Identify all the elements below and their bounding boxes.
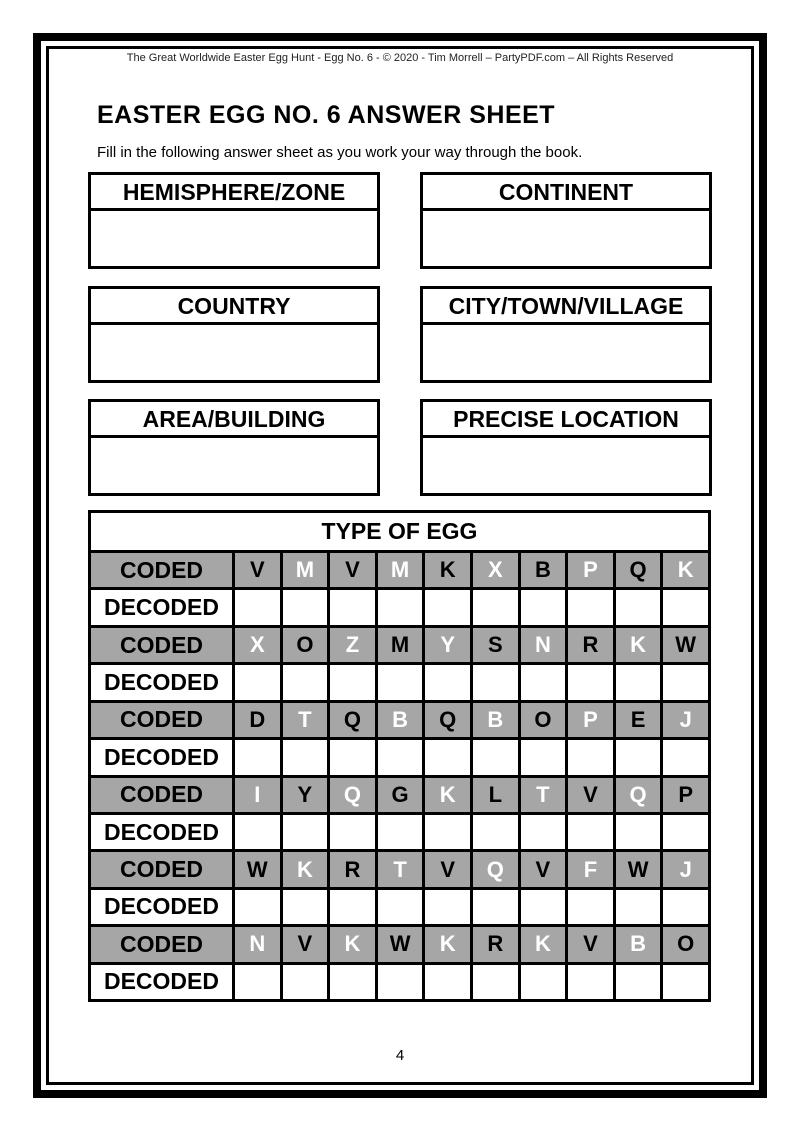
- decoded-answer-cell[interactable]: [663, 740, 708, 774]
- decoded-row-label: DECODED: [91, 740, 232, 774]
- coded-letter-cell: W: [378, 927, 423, 961]
- decoded-answer-cell[interactable]: [473, 740, 518, 774]
- coded-letter-cell: P: [568, 553, 613, 587]
- coded-letter-cell: Y: [425, 628, 470, 662]
- decoded-answer-cell[interactable]: [568, 665, 613, 699]
- continent-answer-area[interactable]: [423, 211, 709, 266]
- coded-letter-cell: F: [568, 852, 613, 886]
- decoded-answer-cell[interactable]: [568, 815, 613, 849]
- coded-letter-cell: P: [568, 703, 613, 737]
- coded-letter-cell: M: [283, 553, 328, 587]
- coded-letter-cell: T: [378, 852, 423, 886]
- decoded-answer-cell[interactable]: [521, 590, 566, 624]
- coded-letter-cell: B: [378, 703, 423, 737]
- decoded-answer-cell[interactable]: [568, 965, 613, 999]
- city-town-village-answer-area[interactable]: [423, 325, 709, 380]
- coded-row-label: CODED: [91, 553, 232, 587]
- decoded-answer-cell[interactable]: [616, 590, 661, 624]
- decoded-answer-cell[interactable]: [235, 965, 280, 999]
- decoded-answer-cell[interactable]: [283, 665, 328, 699]
- decoded-answer-cell[interactable]: [521, 890, 566, 924]
- box-label: AREA/BUILDING: [91, 402, 377, 438]
- decoded-answer-cell[interactable]: [616, 890, 661, 924]
- country-box: [88, 286, 380, 383]
- decoded-row-label: DECODED: [91, 590, 232, 624]
- decoded-answer-cell[interactable]: [330, 590, 375, 624]
- decoded-answer-cell[interactable]: [521, 815, 566, 849]
- decoded-answer-cell[interactable]: [283, 890, 328, 924]
- coded-letter-cell: T: [521, 778, 566, 812]
- decoded-answer-cell[interactable]: [378, 665, 423, 699]
- decoded-row-label: DECODED: [91, 665, 232, 699]
- coded-letter-cell: Y: [283, 778, 328, 812]
- precise-location-box: [420, 399, 712, 496]
- decoded-answer-cell[interactable]: [283, 740, 328, 774]
- coded-letter-cell: N: [235, 927, 280, 961]
- coded-letter-cell: O: [521, 703, 566, 737]
- coded-letter-cell: T: [283, 703, 328, 737]
- coded-letter-cell: M: [378, 628, 423, 662]
- decoded-answer-cell[interactable]: [330, 965, 375, 999]
- copyright-header: The Great Worldwide Easter Egg Hunt - Egg No. 6 - © 2020 - Tim Morrell – PartyPDF.com – All Rights Reserved: [126, 52, 674, 64]
- decoded-answer-cell[interactable]: [378, 965, 423, 999]
- decoded-answer-cell[interactable]: [521, 740, 566, 774]
- decoded-answer-cell[interactable]: [425, 815, 470, 849]
- decoded-answer-cell[interactable]: [425, 890, 470, 924]
- instruction-text: Fill in the following answer sheet as you work your way through the book.: [97, 144, 583, 161]
- coded-row-label: CODED: [91, 852, 232, 886]
- coded-letter-cell: V: [330, 553, 375, 587]
- decoded-answer-cell[interactable]: [663, 590, 708, 624]
- decoded-answer-cell[interactable]: [425, 740, 470, 774]
- decoded-answer-cell[interactable]: [378, 890, 423, 924]
- coded-row-label: CODED: [91, 778, 232, 812]
- decoded-answer-cell[interactable]: [568, 890, 613, 924]
- coded-letter-cell: E: [616, 703, 661, 737]
- decoded-answer-cell[interactable]: [235, 815, 280, 849]
- coded-letter-cell: B: [616, 927, 661, 961]
- type-of-egg-table: [88, 510, 711, 1002]
- coded-letter-cell: D: [235, 703, 280, 737]
- coded-letter-cell: R: [473, 927, 518, 961]
- coded-letter-cell: J: [663, 703, 708, 737]
- city-town-village-box: [420, 286, 712, 383]
- decoded-answer-cell[interactable]: [425, 665, 470, 699]
- page-number: 4: [395, 1047, 405, 1064]
- decoded-answer-cell[interactable]: [663, 890, 708, 924]
- decoded-answer-cell[interactable]: [378, 815, 423, 849]
- coded-letter-cell: Q: [616, 778, 661, 812]
- box-label: PRECISE LOCATION: [423, 402, 709, 438]
- coded-letter-cell: B: [521, 553, 566, 587]
- decoded-answer-cell[interactable]: [473, 890, 518, 924]
- coded-letter-cell: X: [235, 628, 280, 662]
- coded-letter-cell: K: [425, 553, 470, 587]
- decoded-row-label: DECODED: [91, 965, 232, 999]
- coded-letter-cell: Q: [616, 553, 661, 587]
- coded-letter-cell: Z: [330, 628, 375, 662]
- coded-letter-cell: V: [425, 852, 470, 886]
- decoded-answer-cell[interactable]: [473, 965, 518, 999]
- coded-letter-cell: Q: [473, 852, 518, 886]
- decoded-answer-cell[interactable]: [473, 665, 518, 699]
- coded-letter-cell: S: [473, 628, 518, 662]
- coded-letter-cell: V: [235, 553, 280, 587]
- decoded-answer-cell[interactable]: [283, 815, 328, 849]
- decoded-answer-cell[interactable]: [378, 740, 423, 774]
- area-building-answer-area[interactable]: [91, 438, 377, 493]
- coded-letter-cell: K: [425, 927, 470, 961]
- decoded-answer-cell[interactable]: [521, 965, 566, 999]
- decoded-answer-cell[interactable]: [663, 965, 708, 999]
- decoded-answer-cell[interactable]: [568, 740, 613, 774]
- coded-letter-cell: Q: [425, 703, 470, 737]
- decoded-answer-cell[interactable]: [235, 590, 280, 624]
- box-label: CONTINENT: [423, 175, 709, 211]
- coded-letter-cell: V: [283, 927, 328, 961]
- coded-letter-cell: R: [568, 628, 613, 662]
- decoded-answer-cell[interactable]: [425, 965, 470, 999]
- coded-row-label: CODED: [91, 703, 232, 737]
- coded-letter-cell: V: [568, 927, 613, 961]
- coded-letter-cell: K: [283, 852, 328, 886]
- country-answer-area[interactable]: [91, 325, 377, 380]
- coded-letter-cell: V: [521, 852, 566, 886]
- decoded-answer-cell[interactable]: [330, 665, 375, 699]
- coded-letter-cell: K: [330, 927, 375, 961]
- coded-letter-cell: W: [235, 852, 280, 886]
- decoded-answer-cell[interactable]: [330, 815, 375, 849]
- coded-letter-cell: K: [663, 553, 708, 587]
- coded-letter-cell: V: [568, 778, 613, 812]
- decoded-answer-cell[interactable]: [616, 965, 661, 999]
- coded-letter-cell: P: [663, 778, 708, 812]
- decoded-answer-cell[interactable]: [663, 665, 708, 699]
- continent-box: [420, 172, 712, 269]
- page-title: EASTER EGG NO. 6 ANSWER SHEET: [97, 101, 556, 129]
- decoded-answer-cell[interactable]: [473, 815, 518, 849]
- coded-letter-cell: I: [235, 778, 280, 812]
- coded-letter-cell: K: [616, 628, 661, 662]
- coded-letter-cell: Q: [330, 703, 375, 737]
- decoded-answer-cell[interactable]: [235, 890, 280, 924]
- coded-row-label: CODED: [91, 927, 232, 961]
- coded-letter-cell: J: [663, 852, 708, 886]
- coded-letter-cell: B: [473, 703, 518, 737]
- box-label: CITY/TOWN/VILLAGE: [423, 289, 709, 325]
- coded-letter-cell: O: [283, 628, 328, 662]
- decoded-answer-cell[interactable]: [330, 890, 375, 924]
- coded-row-label: CODED: [91, 628, 232, 662]
- box-label: HEMISPHERE/ZONE: [91, 175, 377, 211]
- area-building-box: [88, 399, 380, 496]
- coded-letter-cell: W: [616, 852, 661, 886]
- decoded-answer-cell[interactable]: [425, 590, 470, 624]
- coded-letter-cell: L: [473, 778, 518, 812]
- coded-letter-cell: M: [378, 553, 423, 587]
- coded-letter-cell: R: [330, 852, 375, 886]
- decoded-answer-cell[interactable]: [235, 740, 280, 774]
- hemisphere-zone-box: [88, 172, 380, 269]
- decoded-answer-cell[interactable]: [616, 815, 661, 849]
- coded-letter-cell: X: [473, 553, 518, 587]
- coded-letter-cell: O: [663, 927, 708, 961]
- decoded-answer-cell[interactable]: [330, 740, 375, 774]
- decoded-answer-cell[interactable]: [283, 965, 328, 999]
- coded-letter-cell: K: [521, 927, 566, 961]
- decoded-answer-cell[interactable]: [473, 590, 518, 624]
- coded-letter-cell: Q: [330, 778, 375, 812]
- coded-letter-cell: W: [663, 628, 708, 662]
- box-label: COUNTRY: [91, 289, 377, 325]
- decoded-answer-cell[interactable]: [616, 665, 661, 699]
- decoded-answer-cell[interactable]: [521, 665, 566, 699]
- decoded-answer-cell[interactable]: [378, 590, 423, 624]
- coded-letter-cell: G: [378, 778, 423, 812]
- decoded-answer-cell[interactable]: [283, 590, 328, 624]
- precise-location-answer-area[interactable]: [423, 438, 709, 493]
- decoded-answer-cell[interactable]: [616, 740, 661, 774]
- decoded-answer-cell[interactable]: [235, 665, 280, 699]
- coded-letter-cell: N: [521, 628, 566, 662]
- egg-table-title: TYPE OF EGG: [91, 513, 708, 550]
- coded-letter-cell: K: [425, 778, 470, 812]
- hemisphere-zone-answer-area[interactable]: [91, 211, 377, 266]
- decoded-row-label: DECODED: [91, 815, 232, 849]
- decoded-row-label: DECODED: [91, 890, 232, 924]
- decoded-answer-cell[interactable]: [568, 590, 613, 624]
- decoded-answer-cell[interactable]: [663, 815, 708, 849]
